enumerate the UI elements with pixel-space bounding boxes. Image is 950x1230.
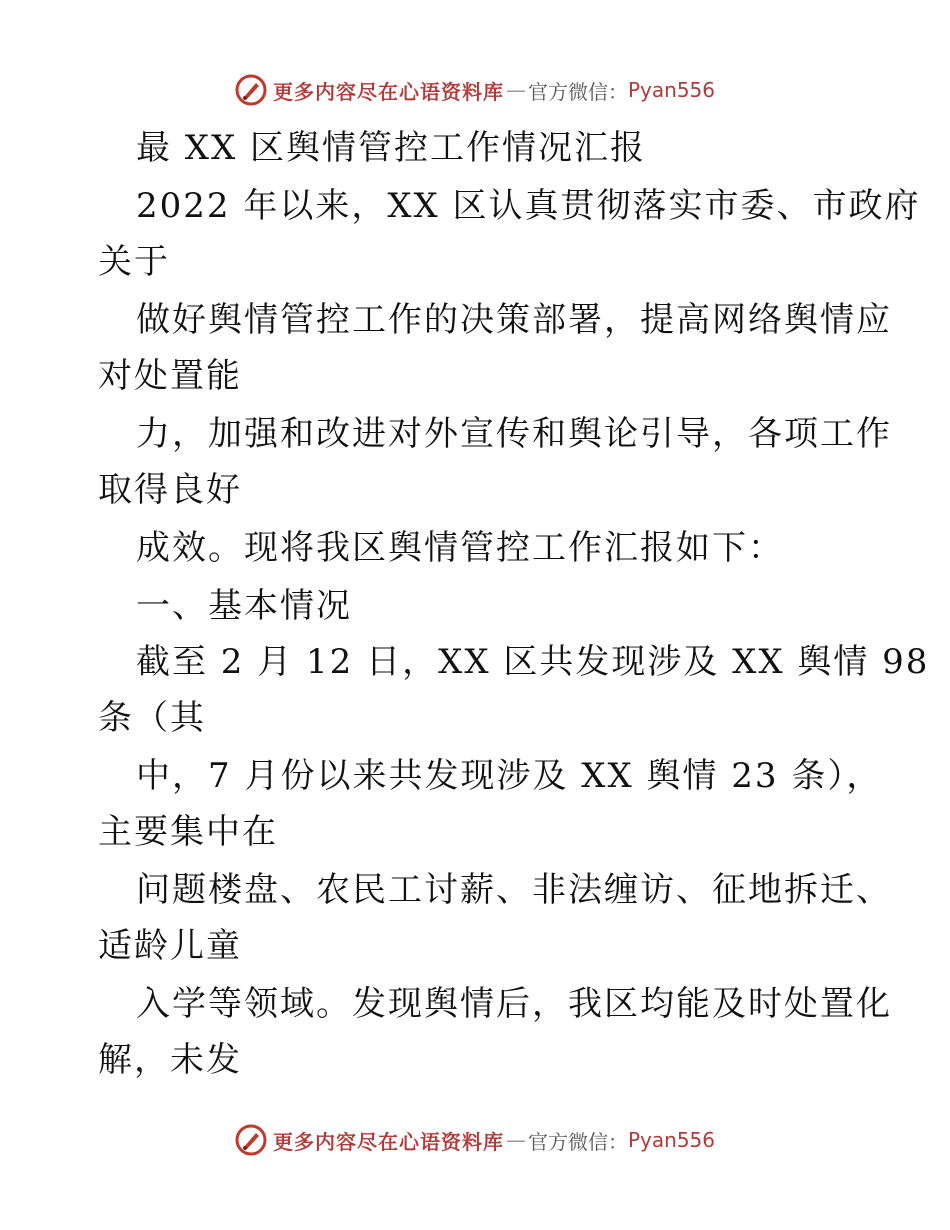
watermark-main-text: 更多内容尽在心语资料库 (272, 1129, 504, 1154)
doc-line: 适龄儿童 (98, 926, 242, 966)
doc-line: 入学等领域。发现舆情后，我区均能及时处置化 (136, 984, 892, 1024)
doc-line: 取得良好 (98, 470, 242, 510)
doc-line: 问题楼盘、农民工讨薪、非法缠访、征地拆迁、 (136, 870, 892, 910)
doc-title: 最 XX 区舆情管控工作情况汇报 (136, 128, 647, 168)
doc-line: 主要集中在 (98, 812, 278, 852)
watermark-separator: — (505, 78, 526, 102)
watermark-contact-label: 官方微信： (527, 1129, 628, 1154)
doc-line: 中，7 月份以来共发现涉及 XX 舆情 23 条）， (136, 756, 883, 796)
watermark-separator: — (505, 1128, 526, 1152)
doc-line: 对处置能 (98, 356, 242, 396)
watermark-header (0, 70, 950, 110)
doc-line: 2022 年以来，XX 区认真贯彻落实市委、市政府 (136, 186, 921, 226)
watermark-main-text: 更多内容尽在心语资料库 (272, 79, 504, 104)
pen-logo-icon (235, 1124, 267, 1156)
pen-logo-icon (235, 74, 267, 106)
watermark-contact-id: Pyan556 (627, 78, 715, 102)
doc-line: 做好舆情管控工作的决策部署，提高网络舆情应 (136, 300, 892, 340)
watermark-footer (0, 1120, 950, 1160)
doc-line: 截至 2 月 12 日，XX 区共发现涉及 XX 舆情 98 (136, 642, 930, 682)
doc-line: 解，未发 (98, 1040, 242, 1080)
watermark-contact-id: Pyan556 (627, 1128, 715, 1152)
doc-line: 关于 (98, 242, 170, 282)
watermark-contact-label: 官方微信： (527, 79, 628, 104)
doc-line: 条（其 (98, 698, 206, 738)
section-heading: 一、基本情况 (136, 586, 352, 626)
doc-line: 力，加强和改进对外宣传和舆论引导，各项工作 (136, 414, 892, 454)
doc-line: 成效。现将我区舆情管控工作汇报如下： (136, 528, 784, 568)
